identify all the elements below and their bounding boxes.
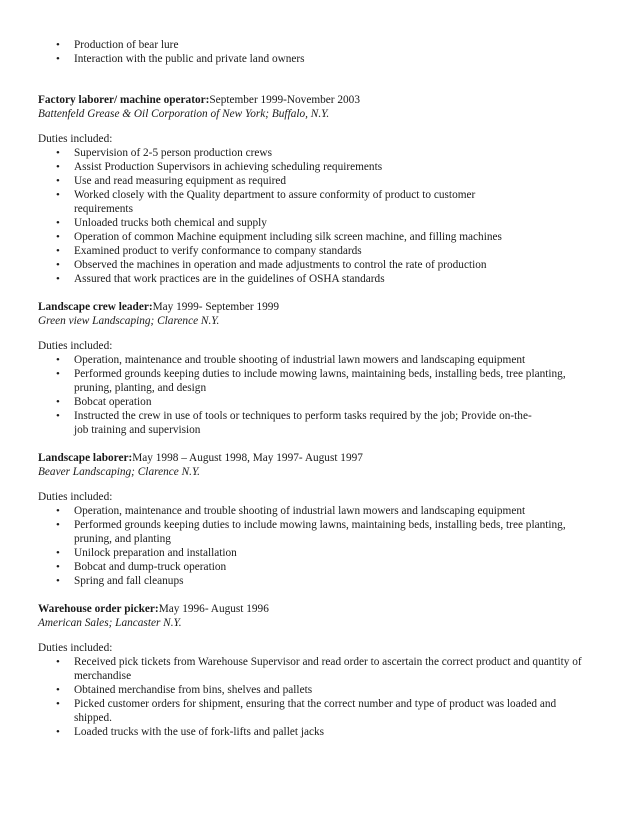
list-item: • Examined product to verify conformance to company standards [54,244,594,258]
intro-bullet-list [54,38,614,66]
list-item: • Unloaded trucks both chemical and supply [54,216,594,230]
list-item: • Operation, maintenance and trouble shooting of industrial lawn mowers and landscaping equipment [54,504,594,518]
duties-label: Duties included: [38,133,113,145]
job-dates: September 1999-November 2003 [209,94,360,106]
duties-label: Duties included: [38,642,113,654]
list-item: • Received pick tickets from Warehouse Supervisor and read order to ascertain the correct product and quantity of merchandise [54,655,584,683]
job-title: Landscape laborer: [38,452,133,464]
list-item: • Assured that work practices are in the guidelines of OSHA standards [54,272,594,286]
list-item: • Performed grounds keeping duties to include mowing lawns, maintaining beds, installing beds, tree planting, pruning, planting, and design [54,367,579,395]
list-item: • Picked customer orders for shipment, ensuring that the correct number and type of product was loaded and shipped. [54,697,594,725]
job-company: Battenfeld Grease & Oil Corporation of New York; Buffalo, N.Y. [38,108,330,120]
list-item: • Unilock preparation and installation [54,546,594,560]
duties-list [54,353,594,437]
list-item: • Spring and fall cleanups [54,574,594,588]
list-item: • Supervision of 2-5 person production crews [54,146,594,160]
job-landscape-laborer [38,451,608,588]
job-factory-laborer [38,93,608,286]
job-company: Green view Landscaping; Clarence N.Y. [38,315,220,327]
job-dates: May 1996- August 1996 [158,603,269,615]
job-header [38,602,608,616]
duties-list [54,146,594,286]
list-item: • Instructed the crew in use of tools or techniques to perform tasks required by the job; Provide on-the-job training and supervision [54,409,539,437]
list-item: • Bobcat operation [54,395,594,409]
list-item: • Observed the machines in operation and made adjustments to control the rate of production [54,258,594,272]
duties-list [54,504,594,588]
list-item: • Worked closely with the Quality department to assure conformity of product to customer requirements [54,188,514,216]
duties-label: Duties included: [38,340,113,352]
job-header [38,93,608,107]
list-item: • Operation, maintenance and trouble shooting of industrial lawn mowers and landscaping equipment [54,353,594,367]
duties-label: Duties included: [38,491,113,503]
list-item: • Obtained merchandise from bins, shelves and pallets [54,683,594,697]
job-header [38,451,608,465]
job-landscape-crew-leader [38,300,608,437]
list-item: • Loaded trucks with the use of fork-lifts and pallet jacks [54,725,594,739]
list-item: • Production of bear lure [54,38,614,52]
job-company: Beaver Landscaping; Clarence N.Y. [38,466,201,478]
job-dates: May 1998 – August 1998, May 1997- August 1997 [132,452,363,464]
job-title: Landscape crew leader: [38,301,153,313]
job-warehouse-order-picker [38,602,608,739]
duties-list [54,655,594,739]
job-company: American Sales; Lancaster N.Y. [38,617,182,629]
job-dates: May 1999- September 1999 [152,301,280,313]
list-item: • Operation of common Machine equipment including silk screen machine, and filling machines [54,230,594,244]
job-title: Warehouse order picker: [38,603,159,615]
list-item: • Performed grounds keeping duties to include mowing lawns, maintaining beds, installing beds, tree planting, pruning, and planting [54,518,579,546]
job-header [38,300,608,314]
list-item: • Bobcat and dump-truck operation [54,560,594,574]
list-item: • Interaction with the public and private land owners [54,52,614,66]
list-item: • Assist Production Supervisors in achieving scheduling requirements [54,160,594,174]
job-title: Factory laborer/ machine operator: [38,94,210,106]
list-item: • Use and read measuring equipment as required [54,174,594,188]
